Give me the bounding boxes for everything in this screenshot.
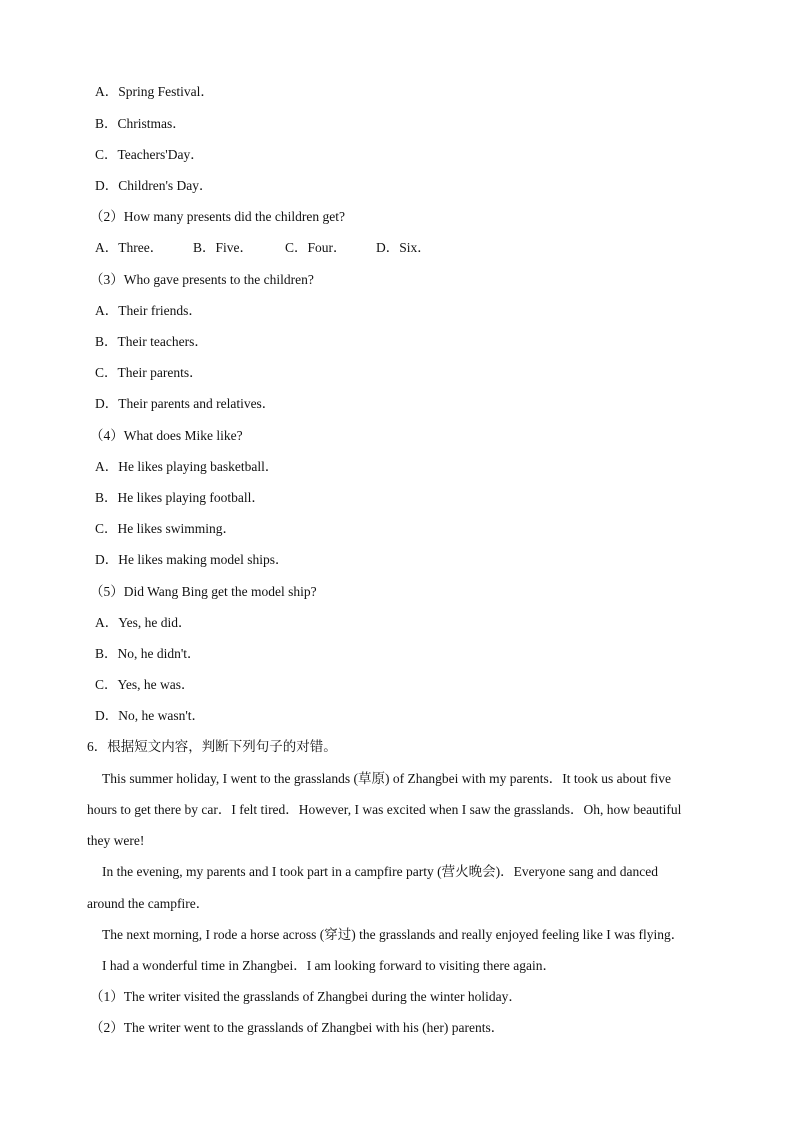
- statement-2: （2）The writer went to the grasslands of Zhangbei with his (her) parents．: [90, 1020, 505, 1035]
- passage-line-7: I had a wonderful time in Zhangbei．I am looking forward to visiting there again．: [102, 958, 557, 973]
- passage-line-2: hours to get there by car．I felt tired．However, I was excited when I saw the grasslands．Oh, how beautiful: [87, 802, 682, 817]
- q5-option-c: C．Yes, he was．: [95, 677, 195, 692]
- q5-option-d: D．No, he wasn't．: [95, 708, 206, 723]
- q5-option-a: A．Yes, he did．: [95, 615, 192, 630]
- q4-stem: （4）What does Mike like?: [90, 428, 243, 443]
- passage-line-1: This summer holiday, I went to the grasslands (草原) of Zhangbei with my parents．It took us about five: [102, 771, 672, 786]
- passage-line-5: around the campfire．: [87, 896, 210, 911]
- q3-option-a: A．Their friends．: [95, 303, 202, 318]
- passage-line-6: The next morning, I rode a horse across (穿过) the grasslands and really enjoyed feeling like I was flying．: [102, 927, 685, 942]
- q3-option-b: B．Their teachers．: [95, 334, 208, 349]
- statement-1: （1）The writer visited the grasslands of Zhangbei during the winter holiday．: [90, 989, 522, 1004]
- q2-option-c: C．Four．: [285, 240, 347, 255]
- q1-option-b: B．Christmas．: [95, 116, 186, 131]
- q3-option-c: C．Their parents．: [95, 365, 203, 380]
- q3-option-d: D．Their parents and relatives．: [95, 396, 276, 411]
- q4-option-d: D．He likes making model ships．: [95, 552, 289, 567]
- section-6-heading: 6．根据短文内容，判断下列句子的对错。: [87, 739, 337, 754]
- q1-option-c: C．Teachers'Day．: [95, 147, 204, 162]
- q3-stem: （3）Who gave presents to the children?: [90, 272, 314, 287]
- q2-option-a: A．Three．: [95, 240, 164, 255]
- q5-option-b: B．No, he didn't．: [95, 646, 201, 661]
- q1-option-a: A．Spring Festival．: [95, 84, 214, 99]
- q2-option-b: B．Five．: [193, 240, 254, 255]
- q5-stem: （5）Did Wang Bing get the model ship?: [90, 584, 317, 599]
- passage-line-3: they were!: [87, 833, 145, 848]
- q1-option-d: D．Children's Day．: [95, 178, 213, 193]
- q2-option-d: D．Six．: [376, 240, 431, 255]
- q4-option-c: C．He likes swimming．: [95, 521, 236, 536]
- q4-option-a: A．He likes playing basketball．: [95, 459, 279, 474]
- passage-line-4: In the evening, my parents and I took part in a campfire party (营火晚会)．Everyone sang and danced: [102, 864, 658, 879]
- q2-stem: （2）How many presents did the children get?: [90, 209, 345, 224]
- q4-option-b: B．He likes playing football．: [95, 490, 265, 505]
